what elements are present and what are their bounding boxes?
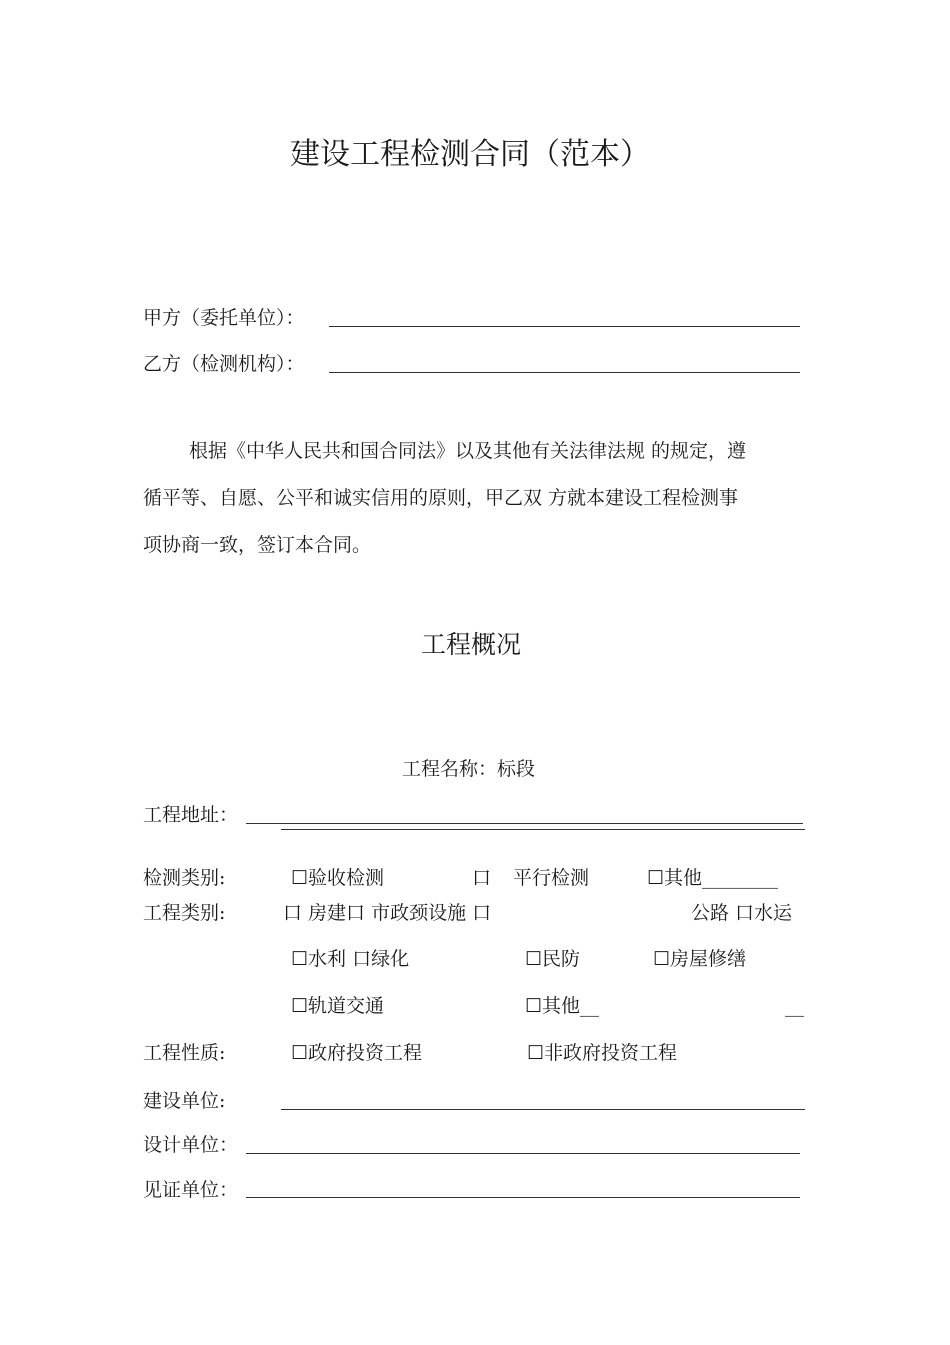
party-a-blank [329, 326, 800, 327]
intro-line-2: 循平等、自愿、公平和诚实信用的原则，甲乙双 方就本建设工程检测事 [143, 487, 739, 509]
witness-label: 见证单位： [143, 1179, 239, 1201]
project-type-rail: ☐轨道交通 [291, 995, 385, 1017]
section-heading: 工程概况 [421, 630, 522, 659]
project-type-row1-right: 公路 口水运 [691, 902, 793, 924]
project-type-row1-left: 口 房建口 市政颈设施 口 [283, 902, 492, 924]
project-type-house-repair: ☐房屋修缮 [653, 948, 747, 970]
test-type-parallel: 平行检测 [513, 867, 590, 889]
intro-line-1: 根据《中华人民共和国合同法》以及其他有关法律法规 的规定，遵 [189, 440, 747, 462]
test-type-parallel-box: 口 [472, 867, 492, 889]
party-b-label: 乙方（检测机构）： [143, 353, 305, 375]
project-address-blank-2 [281, 829, 805, 830]
project-type-civil-defense: ☐民防 [525, 948, 581, 970]
project-type-label: 工程类别: [143, 902, 226, 924]
intro-paragraph [143, 428, 806, 569]
designer-label: 设计单位： [143, 1134, 239, 1156]
project-name: 工程名称：标段 [402, 758, 536, 780]
test-type-label: 检测类别: [143, 867, 226, 889]
project-type-other: ☐其他__ [525, 995, 600, 1017]
witness-blank [246, 1197, 800, 1198]
test-type-other: ☐其他________ [647, 867, 779, 889]
project-address-blank-1 [246, 823, 803, 824]
party-b-blank [329, 372, 800, 373]
document-title: 建设工程检测合同（范本） [290, 137, 650, 172]
builder-label: 建设单位: [143, 1090, 226, 1112]
test-type-acceptance: ☐验收检测 [291, 867, 385, 889]
project-type-other-tail: __ [785, 995, 804, 1017]
intro-line-3: 项协商一致，签订本合同。 [143, 534, 372, 556]
project-type-row2-left: ☐水利 口绿化 [291, 948, 410, 970]
nature-non-government: ☐非政府投资工程 [527, 1042, 678, 1064]
builder-blank [281, 1109, 805, 1110]
nature-label: 工程性质: [143, 1042, 226, 1064]
designer-blank [246, 1153, 800, 1154]
project-address-label: 工程地址： [143, 804, 239, 826]
party-a-label: 甲方（委托单位）： [143, 307, 305, 329]
nature-government: ☐政府投资工程 [291, 1042, 423, 1064]
